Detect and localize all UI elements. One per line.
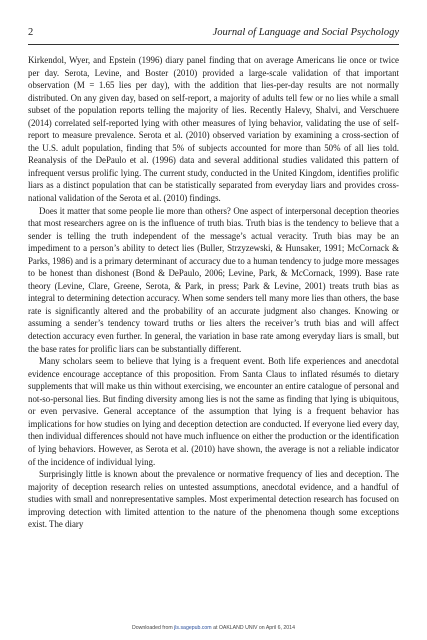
journal-title: Journal of Language and Social Psychology xyxy=(212,27,399,38)
paragraph-4: Surprisingly little is known about the prevalence or normative frequency of lies and deception. The majority of deception research relies on untested assumptions, anecdotal evidence, and a handful of studies with small and nonrepresentative samples. Most experimental detection research has focused on improving detection with limited attention to the nature of the phenomena though some exceptions exist. The diary xyxy=(28,469,399,530)
header-rule xyxy=(28,44,399,45)
paragraph-3: Many scholars seem to believe that lying is a frequent event. Both life experiences and anecdotal evidence encourage acceptance of this proposition. From Santa Claus to inflated résumés to dietary supplements that will make us thin without exercising, we encounter an entire catalogue of personal and not-so-personal lies. But finding diversity among lies is not the same as finding that lying is ubiquitous, or even pervasive. General acceptance of the assumption that lying is a frequent behavior has implications for how studies on lying and deception detection are conducted. If everyone lied every day, then individual differences should not have much influence on either the production or the identification of lying behaviors. However, as Serota et al. (2010) have shown, the average is not a reliable indicator of the incidence of individual lying. xyxy=(28,356,399,467)
paragraph-1: Kirkendol, Wyer, and Epstein (1996) diary panel finding that on average Americans lie once or twice per day. Serota, Levine, and Boster (2010) provided a large-scale validation of that important observation (M = 1.65 lies per day), with the addition that lies-per-day results are not normally distributed. On any given day, based on self-report, a majority of adults tell few or no lies while a small subset of the population reports telling the majority of lies. Recently Halevy, Shalvi, and Verschuere (2014) correlated self-reported lying with other measures of lying behavior, validating the use of self-report to measure prevalence. Serota et al. (2010) observed variation by examining a cross-section of the U.S. adult population, finding that 5% of subjects accounted for more than 50% of all lies told. Reanalysis of the DePaulo et al. (1996) data and several additional studies validated this pattern of infrequent versus prolific lying. The current study, conducted in the United Kingdom, identifies prolific liars as a distinct population that can be statistically separated from everyday liars and provides cross-national validation of the Serota et al. (2010) findings. xyxy=(28,55,399,204)
footer-source-link[interactable]: jls.sagepub.com xyxy=(174,625,212,631)
paragraph-2: Does it matter that some people lie more than others? One aspect of interpersonal deception theories that most researchers agree on is the influence of truth bias. Truth bias is the tendency to believe that a sender is telling the truth independent of the message’s actual veracity. Truth bias may be an impediment to a person’s ability to detect lies (Buller, Strzyzewski, & Hunsaker, 1991; McCornack & Parks, 1986) and is a primary determinant of accuracy due to a human tendency to judge more messages to be honest than dishonest (Bond & DePaulo, 2006; Levine, Park, & McCornack, 1999). Base rate theory (Levine, Clare, Greene, Serota, & Park, in press; Park & Levine, 2001) treats truth bias as integral to determining detection accuracy. When some senders tell many more lies than others, the base rate is significantly altered and the probability of an accurate judgment also changes. Knowing or assuming a sender’s tendency toward truths or lies alters the receiver’s truth bias and will affect detection accuracy even further. In general, the variation in base rate among everyday liars is small, but the base rates for prolific liars can be substantially different. xyxy=(28,205,399,354)
footer-prefix: Downloaded from xyxy=(132,625,175,631)
download-footer xyxy=(0,625,427,631)
article-body xyxy=(28,54,399,531)
page-number: 2 xyxy=(28,27,34,38)
footer-suffix: at OAKLAND UNIV on April 6, 2014 xyxy=(211,625,295,631)
